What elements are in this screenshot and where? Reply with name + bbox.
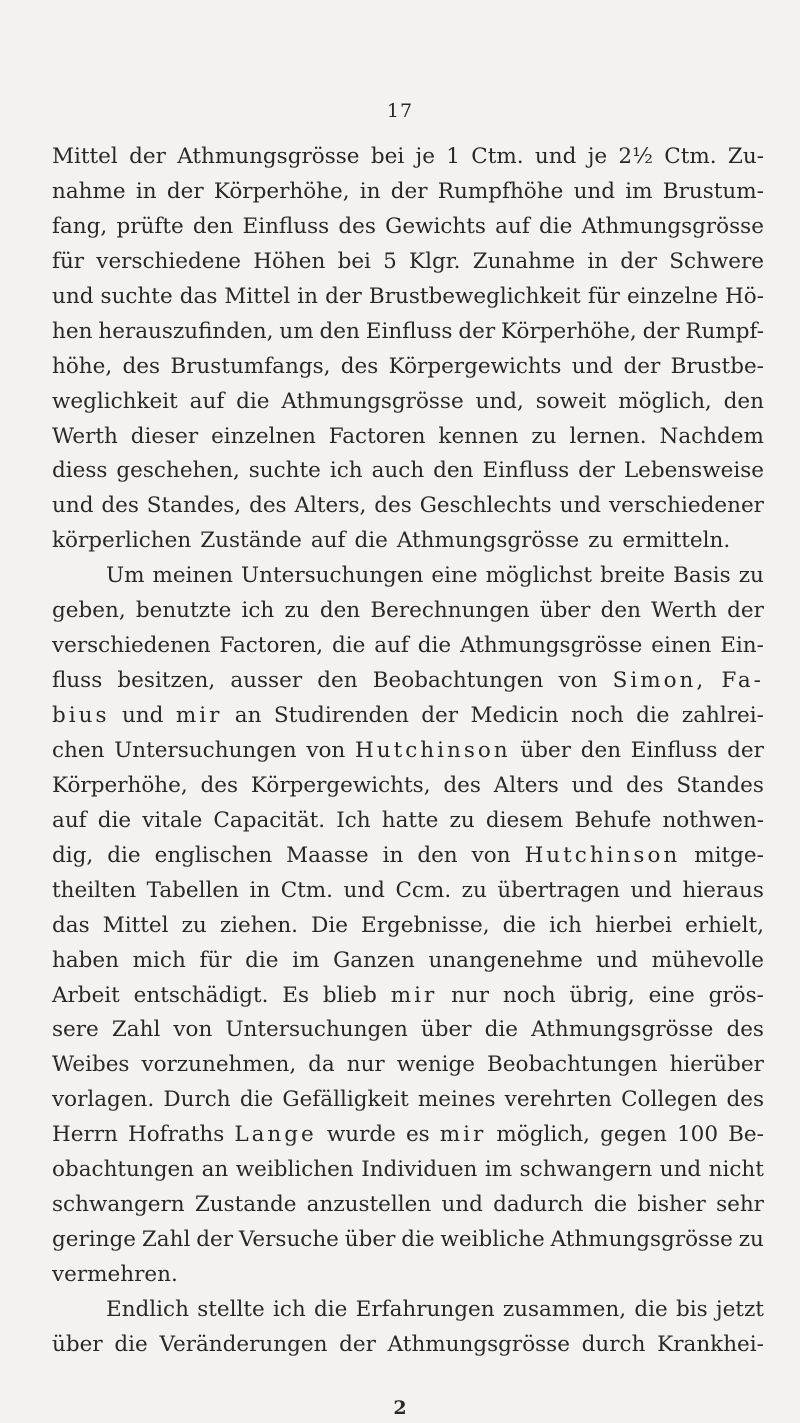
page-number: 17 xyxy=(386,100,414,122)
text-line: dig, die englischen Maasse in den von Hutchinson mitge- xyxy=(52,842,764,868)
text-line: vermehren. xyxy=(52,1262,178,1287)
text-line: geben, benutzte ich zu den Berechnungen über den Werth der xyxy=(52,598,764,624)
text-line: fang, prüfte den Einfluss des Gewichts auf die Athmungsgrösse xyxy=(52,213,764,239)
text-line: Werth dieser einzelnen Factoren kennen zu lernen. Nachdem xyxy=(52,423,764,449)
text-line: Arbeit entschädigt. Es blieb mir nur noch übrig, eine grös- xyxy=(52,982,764,1008)
text-line: Herrn Hofraths Lange wurde es mir möglich, gegen 100 Be- xyxy=(52,1122,764,1148)
text-line: theilten Tabellen in Ctm. und Ccm. zu übertragen und hieraus xyxy=(52,877,764,903)
text-line: hen herauszufinden, um den Einfluss der Körperhöhe, der Rumpf- xyxy=(52,318,764,344)
text-line: geringe Zahl der Versuche über die weibliche Athmungsgrösse zu xyxy=(52,1227,764,1253)
text-line: und suchte das Mittel in der Brustbeweglichkeit für einzelne Hö- xyxy=(52,283,764,309)
text-line: Mittel der Athmungsgrösse bei je 1 Ctm. und je 2½ Ctm. Zu- xyxy=(52,144,764,169)
text-line: haben mich für die im Ganzen unangenehme und mühevolle xyxy=(52,947,764,973)
text-line: höhe, des Brustumfangs, des Körpergewichts und der Brustbe- xyxy=(52,353,764,379)
text-line: diess geschehen, suchte ich auch den Einfluss der Lebensweise xyxy=(52,458,764,484)
text-line: bius und mir an Studirenden der Medicin noch die zahlrei- xyxy=(52,703,764,728)
body-text xyxy=(52,140,764,1363)
text-line: verschiedenen Factoren, die auf die Athmungsgrösse einen Ein- xyxy=(52,633,764,659)
text-line: Endlich stellte ich die Erfahrungen zusammen, die bis jetzt xyxy=(106,1296,764,1322)
text-line: auf die vitale Capacität. Ich hatte zu diesem Behufe nothwen- xyxy=(52,807,764,833)
signature-mark: 2 xyxy=(393,1397,407,1419)
text-line: obachtungen an weiblichen Individuen im schwangern und nicht xyxy=(52,1157,764,1183)
text-line: das Mittel zu ziehen. Die Ergebnisse, die ich hierbei erhielt, xyxy=(52,912,764,938)
text-line: und des Standes, des Alters, des Geschlechts und verschiedener xyxy=(52,493,764,519)
text-line: fluss besitzen, ausser den Beobachtungen von Simon, Fa- xyxy=(52,668,764,694)
text-line: nahme in der Körperhöhe, in der Rumpfhöhe und im Brustum- xyxy=(52,178,764,204)
text-line: Um meinen Untersuchungen eine möglichst breite Basis zu xyxy=(106,563,764,589)
text-line: weglichkeit auf die Athmungsgrösse und, soweit möglich, den xyxy=(52,388,764,414)
text-line: chen Untersuchungen von Hutchinson über den Einfluss der xyxy=(52,737,764,763)
text-line: vorlagen. Durch die Gefälligkeit meines verehrten Collegen des xyxy=(52,1087,764,1113)
text-line: sere Zahl von Untersuchungen über die Athmungsgrösse des xyxy=(52,1017,764,1043)
text-line: für verschiedene Höhen bei 5 Klgr. Zunahme in der Schwere xyxy=(52,248,764,274)
text-line: über die Veränderungen der Athmungsgrösse durch Krankhei- xyxy=(52,1331,764,1357)
text-line: körperlichen Zustände auf die Athmungsgrösse zu ermitteln. xyxy=(52,528,731,554)
text-line: Weibes vorzunehmen, da nur wenige Beobachtungen hierüber xyxy=(52,1052,764,1078)
text-line: Körperhöhe, des Körpergewichts, des Alters und des Standes xyxy=(52,772,764,798)
text-line: schwangern Zustande anzustellen und dadurch die bisher sehr xyxy=(52,1192,764,1218)
